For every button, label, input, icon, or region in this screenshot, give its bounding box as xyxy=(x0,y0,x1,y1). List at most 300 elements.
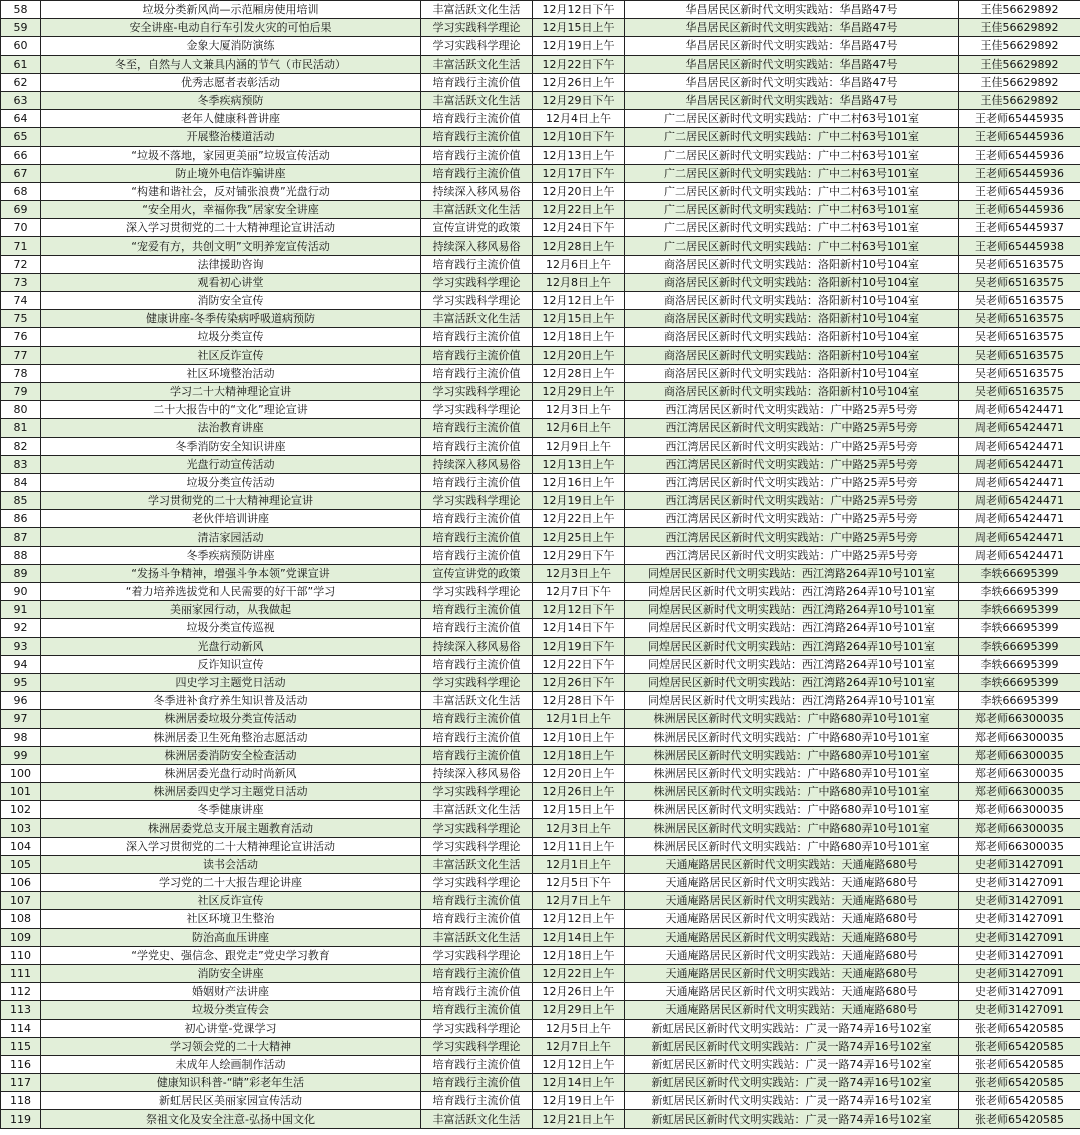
activity-time: 12月14日下午 xyxy=(533,619,625,637)
row-number: 78 xyxy=(1,364,41,382)
table-row xyxy=(1,273,1080,291)
row-number: 64 xyxy=(1,110,41,128)
table-row xyxy=(1,346,1080,364)
activity-location: 新虹居民区新时代文明实践站：广灵一路74弄16号102室 xyxy=(625,1019,959,1037)
activity-location: 广二居民区新时代文明实践站：广中二村63号101室 xyxy=(625,146,959,164)
activity-category: 丰富活跃文化生活 xyxy=(421,692,533,710)
activity-contact: 张老师65420585 xyxy=(959,1019,1080,1037)
activity-contact: 吴老师65163575 xyxy=(959,346,1080,364)
activity-contact: 王老师65445936 xyxy=(959,164,1080,182)
activity-category: 丰富活跃文化生活 xyxy=(421,928,533,946)
table-row xyxy=(1,219,1080,237)
activity-location: 广二居民区新时代文明实践站：广中二村63号101室 xyxy=(625,182,959,200)
activity-time: 12月18日上午 xyxy=(533,746,625,764)
activity-time: 12月7日上午 xyxy=(533,1037,625,1055)
row-number: 115 xyxy=(1,1037,41,1055)
table-row xyxy=(1,164,1080,182)
activity-title: 未成年人绘画制作活动 xyxy=(41,1055,421,1073)
row-number: 98 xyxy=(1,728,41,746)
activity-location: 广二居民区新时代文明实践站：广中二村63号101室 xyxy=(625,110,959,128)
row-number: 105 xyxy=(1,855,41,873)
table-row xyxy=(1,946,1080,964)
row-number: 92 xyxy=(1,619,41,637)
activity-time: 12月13日上午 xyxy=(533,455,625,473)
table-row xyxy=(1,255,1080,273)
activity-contact: 吴老师65163575 xyxy=(959,292,1080,310)
activity-title: 开展整治楼道活动 xyxy=(41,128,421,146)
table-row xyxy=(1,819,1080,837)
row-number: 87 xyxy=(1,528,41,546)
activity-category: 学习实践科学理论 xyxy=(421,1037,533,1055)
activity-category: 丰富活跃文化生活 xyxy=(421,801,533,819)
activity-location: 商洛居民区新时代文明实践站：洛阳新村10号104室 xyxy=(625,310,959,328)
table-row xyxy=(1,382,1080,400)
activity-time: 12月17日下午 xyxy=(533,164,625,182)
activity-contact: 史老师31427091 xyxy=(959,855,1080,873)
activity-title: 防治高血压讲座 xyxy=(41,928,421,946)
activity-contact: 郑老师66300035 xyxy=(959,837,1080,855)
activity-title: 冬季疾病预防讲座 xyxy=(41,546,421,564)
activity-category: 学习实践科学理论 xyxy=(421,783,533,801)
activity-title: 垃圾分类宣传 xyxy=(41,328,421,346)
activity-category: 培育践行主流价值 xyxy=(421,1055,533,1073)
activity-category: 学习实践科学理论 xyxy=(421,874,533,892)
activity-title: 株洲居委四史学习主题党日活动 xyxy=(41,783,421,801)
table-row xyxy=(1,437,1080,455)
table-row xyxy=(1,110,1080,128)
activity-contact: 王老师65445936 xyxy=(959,201,1080,219)
row-number: 82 xyxy=(1,437,41,455)
table-row xyxy=(1,146,1080,164)
activity-contact: 王老师65445938 xyxy=(959,237,1080,255)
table-row xyxy=(1,783,1080,801)
row-number: 79 xyxy=(1,382,41,400)
activity-category: 培育践行主流价值 xyxy=(421,546,533,564)
table-row xyxy=(1,1,1080,19)
activity-contact: 史老师31427091 xyxy=(959,964,1080,982)
activity-category: 培育践行主流价值 xyxy=(421,364,533,382)
activity-location: 西江湾居民区新时代文明实践站：广中路25弄5号旁 xyxy=(625,401,959,419)
row-number: 84 xyxy=(1,473,41,491)
activity-contact: 李轶66695399 xyxy=(959,583,1080,601)
activity-location: 商洛居民区新时代文明实践站：洛阳新村10号104室 xyxy=(625,382,959,400)
activity-location: 天通庵路居民区新时代文明实践站：天通庵路680号 xyxy=(625,946,959,964)
activity-time: 12月26日上午 xyxy=(533,983,625,1001)
row-number: 68 xyxy=(1,182,41,200)
activity-title: 光盘行动宣传活动 xyxy=(41,455,421,473)
activity-title: 金象大厦消防演练 xyxy=(41,37,421,55)
activity-category: 培育践行主流价值 xyxy=(421,510,533,528)
row-number: 74 xyxy=(1,292,41,310)
activity-title: 株洲居委消防安全检查活动 xyxy=(41,746,421,764)
activity-time: 12月21日上午 xyxy=(533,1110,625,1128)
table-row xyxy=(1,310,1080,328)
activity-time: 12月10日下午 xyxy=(533,128,625,146)
activity-time: 12月12日下午 xyxy=(533,601,625,619)
table-row xyxy=(1,801,1080,819)
activity-title: 深入学习贯彻党的二十大精神理论宣讲活动 xyxy=(41,219,421,237)
activity-contact: 吴老师65163575 xyxy=(959,255,1080,273)
activity-category: 学习实践科学理论 xyxy=(421,819,533,837)
table-row xyxy=(1,419,1080,437)
activity-title: 垃圾分类宣传会 xyxy=(41,1001,421,1019)
activity-location: 天通庵路居民区新时代文明实践站：天通庵路680号 xyxy=(625,910,959,928)
activity-location: 株洲居民区新时代文明实践站：广中路680弄10号101室 xyxy=(625,746,959,764)
table-row xyxy=(1,983,1080,1001)
row-number: 119 xyxy=(1,1110,41,1128)
activity-location: 西江湾居民区新时代文明实践站：广中路25弄5号旁 xyxy=(625,492,959,510)
activity-location: 华昌居民区新时代文明实践站：华昌路47号 xyxy=(625,19,959,37)
activity-time: 12月8日上午 xyxy=(533,273,625,291)
activity-location: 西江湾居民区新时代文明实践站：广中路25弄5号旁 xyxy=(625,473,959,491)
activity-category: 宣传宣讲党的政策 xyxy=(421,564,533,582)
table-row xyxy=(1,401,1080,419)
activity-location: 同煌居民区新时代文明实践站：西江湾路264弄10号101室 xyxy=(625,601,959,619)
activity-location: 天通庵路居民区新时代文明实践站：天通庵路680号 xyxy=(625,928,959,946)
table-row xyxy=(1,746,1080,764)
activity-time: 12月1日上午 xyxy=(533,855,625,873)
row-number: 95 xyxy=(1,673,41,691)
activity-category: 学习实践科学理论 xyxy=(421,583,533,601)
activity-title: “构建和谐社会，反对铺张浪费”光盘行动 xyxy=(41,182,421,200)
row-number: 80 xyxy=(1,401,41,419)
activity-time: 12月7日下午 xyxy=(533,583,625,601)
row-number: 85 xyxy=(1,492,41,510)
table-row xyxy=(1,1074,1080,1092)
activity-contact: 张老师65420585 xyxy=(959,1037,1080,1055)
row-number: 93 xyxy=(1,637,41,655)
activity-time: 12月10日上午 xyxy=(533,728,625,746)
activity-contact: 李轶66695399 xyxy=(959,601,1080,619)
activity-location: 西江湾居民区新时代文明实践站：广中路25弄5号旁 xyxy=(625,546,959,564)
activity-category: 持续深入移风易俗 xyxy=(421,182,533,200)
activity-location: 广二居民区新时代文明实践站：广中二村63号101室 xyxy=(625,128,959,146)
activity-time: 12月12日上午 xyxy=(533,292,625,310)
activity-category: 学习实践科学理论 xyxy=(421,401,533,419)
activity-contact: 郑老师66300035 xyxy=(959,728,1080,746)
activity-category: 丰富活跃文化生活 xyxy=(421,201,533,219)
activity-title: 消防安全宣传 xyxy=(41,292,421,310)
row-number: 77 xyxy=(1,346,41,364)
activity-title: 观看初心讲堂 xyxy=(41,273,421,291)
activity-contact: 王老师65445935 xyxy=(959,110,1080,128)
row-number: 106 xyxy=(1,874,41,892)
activity-category: 培育践行主流价值 xyxy=(421,255,533,273)
activity-category: 宣传宣讲党的政策 xyxy=(421,219,533,237)
activity-location: 株洲居民区新时代文明实践站：广中路680弄10号101室 xyxy=(625,710,959,728)
activity-time: 12月9日上午 xyxy=(533,437,625,455)
row-number: 102 xyxy=(1,801,41,819)
activity-time: 12月24日下午 xyxy=(533,219,625,237)
activity-category: 培育践行主流价值 xyxy=(421,328,533,346)
table-row xyxy=(1,237,1080,255)
activity-location: 天通庵路居民区新时代文明实践站：天通庵路680号 xyxy=(625,874,959,892)
activity-category: 持续深入移风易俗 xyxy=(421,237,533,255)
row-number: 108 xyxy=(1,910,41,928)
row-number: 83 xyxy=(1,455,41,473)
activity-contact: 李轶66695399 xyxy=(959,673,1080,691)
activity-category: 持续深入移风易俗 xyxy=(421,455,533,473)
activity-title: 社区环境整治活动 xyxy=(41,364,421,382)
activity-category: 培育践行主流价值 xyxy=(421,655,533,673)
row-number: 60 xyxy=(1,37,41,55)
table-row xyxy=(1,1092,1080,1110)
activity-title: 学习党的二十大报告理论讲座 xyxy=(41,874,421,892)
table-row xyxy=(1,328,1080,346)
activity-location: 天通庵路居民区新时代文明实践站：天通庵路680号 xyxy=(625,1001,959,1019)
activity-contact: 王老师65445937 xyxy=(959,219,1080,237)
activity-location: 株洲居民区新时代文明实践站：广中路680弄10号101室 xyxy=(625,728,959,746)
activity-contact: 史老师31427091 xyxy=(959,928,1080,946)
row-number: 112 xyxy=(1,983,41,1001)
row-number: 88 xyxy=(1,546,41,564)
activity-time: 12月15日上午 xyxy=(533,310,625,328)
activity-location: 新虹居民区新时代文明实践站：广灵一路74弄16号102室 xyxy=(625,1110,959,1128)
activity-contact: 王佳56629892 xyxy=(959,73,1080,91)
table-row xyxy=(1,837,1080,855)
activity-time: 12月5日下午 xyxy=(533,874,625,892)
activity-category: 培育践行主流价值 xyxy=(421,1001,533,1019)
activity-location: 华昌居民区新时代文明实践站：华昌路47号 xyxy=(625,55,959,73)
activity-title: “宠爱有方，共创文明”文明养宠宣传活动 xyxy=(41,237,421,255)
table-row xyxy=(1,619,1080,637)
activity-time: 12月3日上午 xyxy=(533,564,625,582)
row-number: 75 xyxy=(1,310,41,328)
activity-time: 12月5日上午 xyxy=(533,1019,625,1037)
row-number: 70 xyxy=(1,219,41,237)
table-row xyxy=(1,292,1080,310)
activity-category: 培育践行主流价值 xyxy=(421,128,533,146)
activity-category: 学习实践科学理论 xyxy=(421,292,533,310)
table-row xyxy=(1,201,1080,219)
row-number: 67 xyxy=(1,164,41,182)
activity-time: 12月13日上午 xyxy=(533,146,625,164)
activity-location: 广二居民区新时代文明实践站：广中二村63号101室 xyxy=(625,219,959,237)
table-row xyxy=(1,455,1080,473)
row-number: 61 xyxy=(1,55,41,73)
row-number: 89 xyxy=(1,564,41,582)
activity-contact: 周老师65424471 xyxy=(959,546,1080,564)
row-number: 69 xyxy=(1,201,41,219)
activity-title: 防止境外电信诈骗讲座 xyxy=(41,164,421,182)
activity-contact: 李轶66695399 xyxy=(959,619,1080,637)
activity-title: 社区反诈宣传 xyxy=(41,346,421,364)
row-number: 62 xyxy=(1,73,41,91)
row-number: 59 xyxy=(1,19,41,37)
table-row xyxy=(1,1055,1080,1073)
activity-title: 垃圾分类新风尚—示范厢房使用培训 xyxy=(41,1,421,19)
row-number: 63 xyxy=(1,91,41,109)
activity-time: 12月7日上午 xyxy=(533,892,625,910)
activity-category: 培育践行主流价值 xyxy=(421,437,533,455)
activity-category: 学习实践科学理论 xyxy=(421,946,533,964)
activity-time: 12月19日下午 xyxy=(533,637,625,655)
table-row xyxy=(1,601,1080,619)
activity-category: 培育践行主流价值 xyxy=(421,910,533,928)
activity-title: 学习二十大精神理论宣讲 xyxy=(41,382,421,400)
activity-title: 学习贯彻党的二十大精神理论宣讲 xyxy=(41,492,421,510)
activity-time: 12月16日上午 xyxy=(533,473,625,491)
activity-title: 冬季进补食疗养生知识普及活动 xyxy=(41,692,421,710)
activity-time: 12月22日下午 xyxy=(533,55,625,73)
activity-contact: 王佳56629892 xyxy=(959,37,1080,55)
activity-title: 株洲居委光盘行动时尚新风 xyxy=(41,764,421,782)
activity-contact: 郑老师66300035 xyxy=(959,746,1080,764)
table-row xyxy=(1,728,1080,746)
activity-contact: 史老师31427091 xyxy=(959,946,1080,964)
activity-contact: 周老师65424471 xyxy=(959,473,1080,491)
activity-location: 新虹居民区新时代文明实践站：广灵一路74弄16号102室 xyxy=(625,1055,959,1073)
activity-title: 法律援助咨询 xyxy=(41,255,421,273)
activity-title: 二十大报告中的“文化”理论宣讲 xyxy=(41,401,421,419)
activity-contact: 周老师65424471 xyxy=(959,419,1080,437)
row-number: 113 xyxy=(1,1001,41,1019)
row-number: 101 xyxy=(1,783,41,801)
activity-contact: 王佳56629892 xyxy=(959,91,1080,109)
row-number: 104 xyxy=(1,837,41,855)
activity-contact: 王佳56629892 xyxy=(959,1,1080,19)
activity-time: 12月12日上午 xyxy=(533,1055,625,1073)
activity-location: 商洛居民区新时代文明实践站：洛阳新村10号104室 xyxy=(625,292,959,310)
activity-title: 婚姻财产法讲座 xyxy=(41,983,421,1001)
row-number: 111 xyxy=(1,964,41,982)
row-number: 86 xyxy=(1,510,41,528)
activity-time: 12月20日上午 xyxy=(533,182,625,200)
activity-title: 株洲居委卫生死角整治志愿活动 xyxy=(41,728,421,746)
row-number: 97 xyxy=(1,710,41,728)
activity-time: 12月19日上午 xyxy=(533,1092,625,1110)
activity-title: 祭祖文化及安全注意-弘扬中国文化 xyxy=(41,1110,421,1128)
activity-time: 12月29日上午 xyxy=(533,1001,625,1019)
activity-time: 12月6日上午 xyxy=(533,419,625,437)
activity-location: 天通庵路居民区新时代文明实践站：天通庵路680号 xyxy=(625,983,959,1001)
table-row xyxy=(1,855,1080,873)
activity-category: 培育践行主流价值 xyxy=(421,473,533,491)
table-row xyxy=(1,673,1080,691)
table-row xyxy=(1,510,1080,528)
row-number: 91 xyxy=(1,601,41,619)
activity-category: 培育践行主流价值 xyxy=(421,110,533,128)
table-row xyxy=(1,364,1080,382)
row-number: 65 xyxy=(1,128,41,146)
activity-category: 丰富活跃文化生活 xyxy=(421,310,533,328)
activity-title: 新虹居民区美丽家园宣传活动 xyxy=(41,1092,421,1110)
activity-category: 培育践行主流价值 xyxy=(421,73,533,91)
activity-location: 华昌居民区新时代文明实践站：华昌路47号 xyxy=(625,37,959,55)
activity-category: 持续深入移风易俗 xyxy=(421,764,533,782)
table-row xyxy=(1,492,1080,510)
activity-contact: 吴老师65163575 xyxy=(959,310,1080,328)
table-row xyxy=(1,964,1080,982)
activity-category: 培育践行主流价值 xyxy=(421,601,533,619)
activity-title: 学习领会党的二十大精神 xyxy=(41,1037,421,1055)
activity-title: 清洁家园活动 xyxy=(41,528,421,546)
activity-location: 华昌居民区新时代文明实践站：华昌路47号 xyxy=(625,73,959,91)
activity-category: 学习实践科学理论 xyxy=(421,1019,533,1037)
activity-title: 美丽家园行动，从我做起 xyxy=(41,601,421,619)
activity-title: 四史学习主题党日活动 xyxy=(41,673,421,691)
activity-contact: 吴老师65163575 xyxy=(959,273,1080,291)
activity-title: 安全讲座-电动自行车引发火灾的可怕后果 xyxy=(41,19,421,37)
activity-time: 12月14日上午 xyxy=(533,928,625,946)
activity-location: 株洲居民区新时代文明实践站：广中路680弄10号101室 xyxy=(625,837,959,855)
activity-time: 12月1日上午 xyxy=(533,710,625,728)
activity-location: 西江湾居民区新时代文明实践站：广中路25弄5号旁 xyxy=(625,437,959,455)
activity-contact: 史老师31427091 xyxy=(959,910,1080,928)
activity-contact: 周老师65424471 xyxy=(959,528,1080,546)
activity-contact: 周老师65424471 xyxy=(959,455,1080,473)
row-number: 71 xyxy=(1,237,41,255)
activity-title: 反诈知识宣传 xyxy=(41,655,421,673)
activity-category: 学习实践科学理论 xyxy=(421,492,533,510)
activity-category: 学习实践科学理论 xyxy=(421,673,533,691)
row-number: 72 xyxy=(1,255,41,273)
activity-category: 培育践行主流价值 xyxy=(421,346,533,364)
activity-location: 株洲居民区新时代文明实践站：广中路680弄10号101室 xyxy=(625,783,959,801)
activity-category: 培育践行主流价值 xyxy=(421,528,533,546)
table-row xyxy=(1,182,1080,200)
row-number: 103 xyxy=(1,819,41,837)
activity-title: “学党史、强信念、跟党走”党史学习教育 xyxy=(41,946,421,964)
row-number: 118 xyxy=(1,1092,41,1110)
activity-contact: 王老师65445936 xyxy=(959,146,1080,164)
activity-category: 培育践行主流价值 xyxy=(421,892,533,910)
activity-category: 丰富活跃文化生活 xyxy=(421,1,533,19)
activity-location: 株洲居民区新时代文明实践站：广中路680弄10号101室 xyxy=(625,801,959,819)
activity-title: 社区反诈宣传 xyxy=(41,892,421,910)
activity-contact: 史老师31427091 xyxy=(959,983,1080,1001)
activity-title: “着力培养选拔党和人民需要的好干部”学习 xyxy=(41,583,421,601)
table-row xyxy=(1,1110,1080,1128)
row-number: 114 xyxy=(1,1019,41,1037)
activity-contact: 王佳56629892 xyxy=(959,19,1080,37)
row-number: 76 xyxy=(1,328,41,346)
row-number: 94 xyxy=(1,655,41,673)
activity-time: 12月26日上午 xyxy=(533,73,625,91)
activity-location: 同煌居民区新时代文明实践站：西江湾路264弄10号101室 xyxy=(625,637,959,655)
row-number: 96 xyxy=(1,692,41,710)
activity-location: 西江湾居民区新时代文明实践站：广中路25弄5号旁 xyxy=(625,528,959,546)
table-row xyxy=(1,892,1080,910)
activity-category: 丰富活跃文化生活 xyxy=(421,1110,533,1128)
row-number: 81 xyxy=(1,419,41,437)
table-row xyxy=(1,73,1080,91)
activity-category: 丰富活跃文化生活 xyxy=(421,55,533,73)
activity-location: 商洛居民区新时代文明实践站：洛阳新村10号104室 xyxy=(625,273,959,291)
activity-location: 广二居民区新时代文明实践站：广中二村63号101室 xyxy=(625,237,959,255)
activity-time: 12月15日上午 xyxy=(533,801,625,819)
activity-location: 天通庵路居民区新时代文明实践站：天通庵路680号 xyxy=(625,855,959,873)
activity-category: 学习实践科学理论 xyxy=(421,382,533,400)
activity-title: 初心讲堂-党课学习 xyxy=(41,1019,421,1037)
row-number: 100 xyxy=(1,764,41,782)
activity-time: 12月12日下午 xyxy=(533,1,625,19)
activity-location: 株洲居民区新时代文明实践站：广中路680弄10号101室 xyxy=(625,764,959,782)
activity-contact: 郑老师66300035 xyxy=(959,819,1080,837)
table-row xyxy=(1,1001,1080,1019)
activity-contact: 郑老师66300035 xyxy=(959,801,1080,819)
activity-title: 株洲居委党总支开展主题教育活动 xyxy=(41,819,421,837)
activity-location: 西江湾居民区新时代文明实践站：广中路25弄5号旁 xyxy=(625,455,959,473)
activity-contact: 王老师65445936 xyxy=(959,182,1080,200)
activity-contact: 李轶66695399 xyxy=(959,637,1080,655)
activity-location: 商洛居民区新时代文明实践站：洛阳新村10号104室 xyxy=(625,364,959,382)
activity-location: 西江湾居民区新时代文明实践站：广中路25弄5号旁 xyxy=(625,419,959,437)
activity-contact: 李轶66695399 xyxy=(959,692,1080,710)
activity-location: 广二居民区新时代文明实践站：广中二村63号101室 xyxy=(625,201,959,219)
activity-title: 健康讲座-冬季传染病呼吸道病预防 xyxy=(41,310,421,328)
row-number: 99 xyxy=(1,746,41,764)
